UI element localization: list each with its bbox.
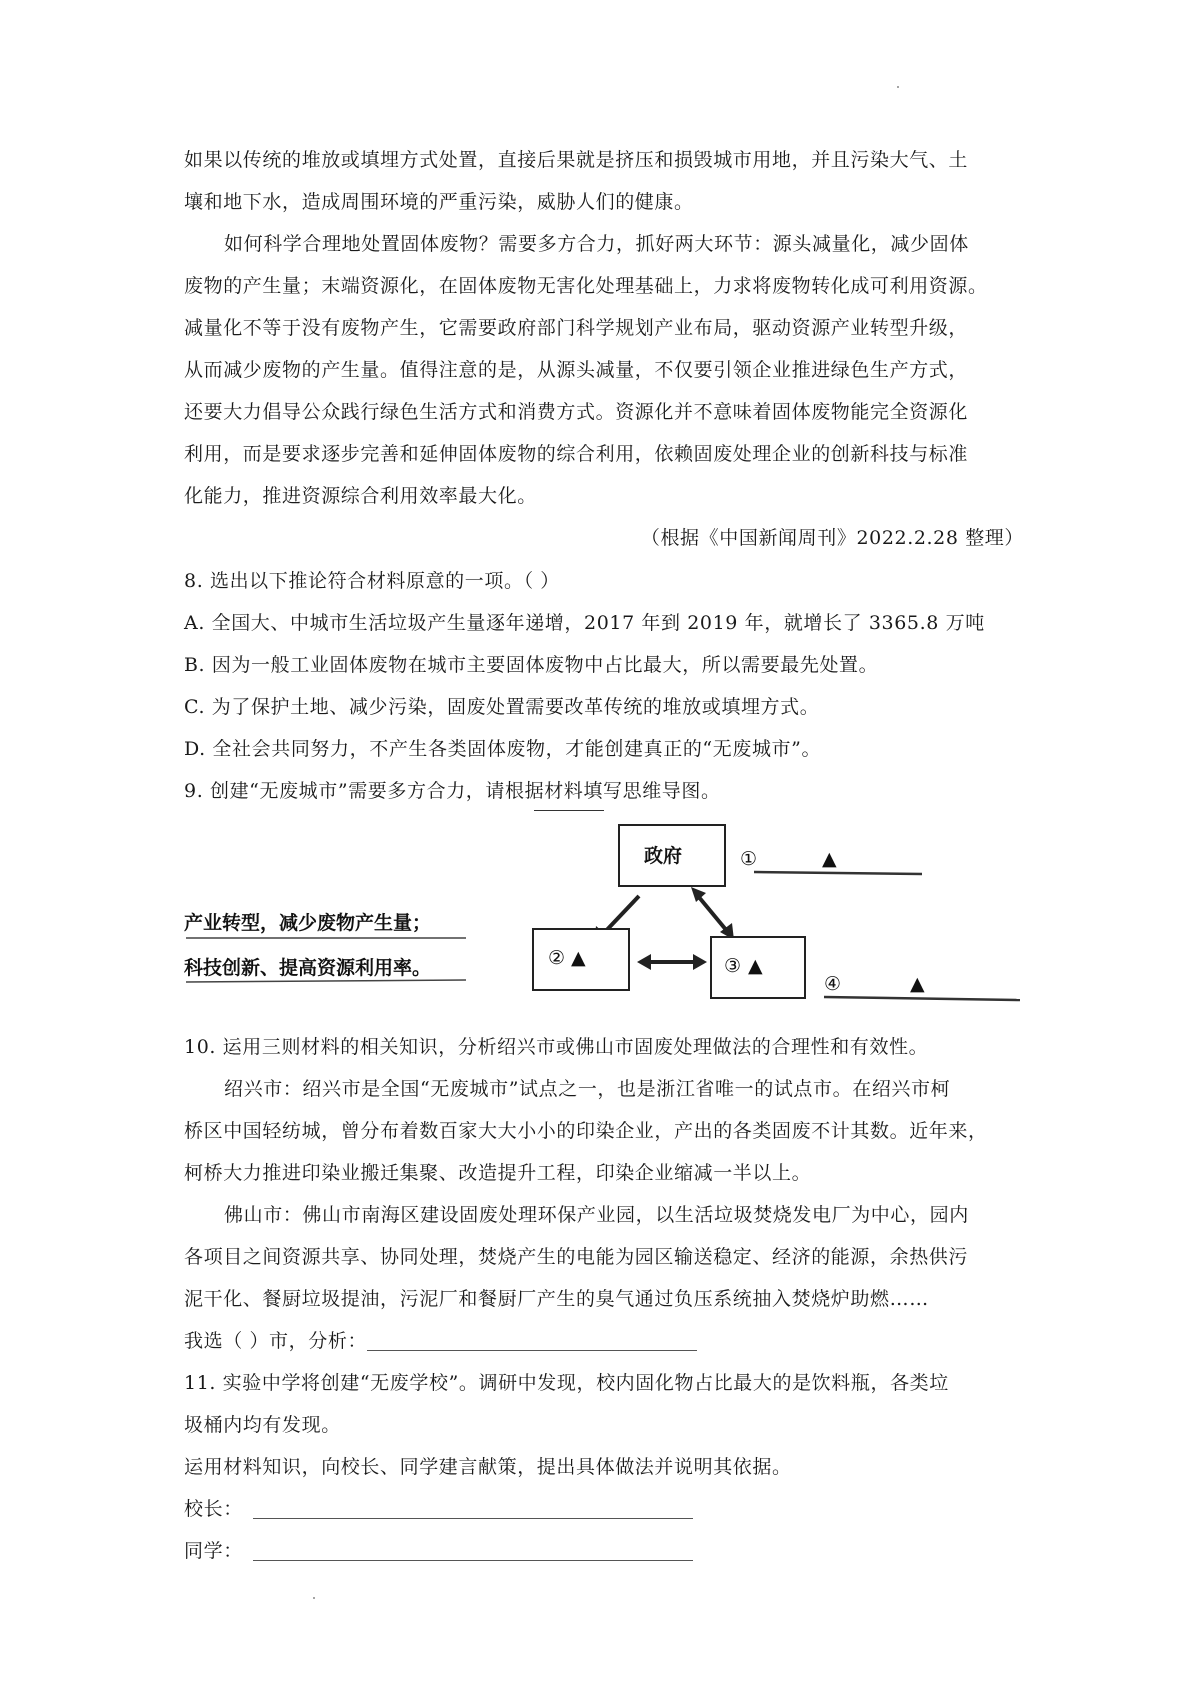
- slogan-line-1: 产业转型，减少废物产生量；: [184, 912, 432, 934]
- principal-label: 校长：: [184, 1498, 243, 1520]
- government-box: [618, 824, 726, 887]
- slot-4-label: ④: [824, 973, 842, 995]
- students-answer-blank[interactable]: [253, 1538, 693, 1561]
- foshan-line-1: 佛山市：佛山市南海区建设固废处理环保产业园，以生活垃圾焚烧发电厂为中心，园内: [224, 1204, 969, 1226]
- paragraph-line: 还要大力倡导公众践行绿色生活方式和消费方式。资源化并不意味着固体废物能完全资源化: [184, 401, 969, 423]
- option-d: D. 全社会共同努力，不产生各类固体废物，才能创建真正的“无废城市”。: [184, 738, 822, 760]
- paragraph-line: 从而减少废物的产生量。值得注意的是，从源头减量，不仅要引领企业推进绿色生产方式，: [184, 359, 969, 381]
- triangle-icon: ▲: [822, 848, 837, 870]
- government-label: 政府: [644, 845, 683, 867]
- paragraph-line: 如何科学合理地处置固体废物？需要多方合力，抓好两大环节：源头减量化，减少固体: [224, 233, 969, 255]
- triangle-icon: ▲: [748, 955, 763, 977]
- slot-2-label: ②: [548, 947, 566, 969]
- paragraph-line: 废物的产生量；末端资源化，在固体废物无害化处理基础上，力求将废物转化成可利用资源。: [184, 275, 988, 297]
- foshan-line-3: 泥干化、餐厨垃圾提油，污泥厂和餐厨厂产生的臭气通过负压系统抽入焚烧炉助燃……: [184, 1288, 929, 1310]
- question-11-stem-line-2: 圾桶内均有发现。: [184, 1414, 341, 1436]
- shaoxing-line-1: 绍兴市：绍兴市是全国“无废城市”试点之一，也是浙江省唯一的试点市。在绍兴市柯: [224, 1078, 951, 1100]
- students-label: 同学：: [184, 1540, 243, 1562]
- triangle-icon: ▲: [910, 973, 925, 995]
- shaoxing-line-2: 桥区中国轻纺城，曾分布着数百家大大小小的印染企业，产出的各类固废不计其数。近年来，: [184, 1120, 988, 1142]
- source-citation: （根据《中国新闻周刊》2022.2.28 整理）: [640, 527, 1024, 549]
- slogan-line-2: 科技创新、提高资源利用率。: [184, 957, 432, 979]
- question-8-stem: 8. 选出以下推论符合材料原意的一项。（ ）: [184, 570, 560, 592]
- option-b: B. 因为一般工业固体废物在城市主要固体废物中占比最大，所以需要最先处置。: [184, 654, 879, 676]
- q10-answer-row: [184, 1321, 1024, 1362]
- question-11-stem-line-1: 11. 实验中学将创建“无废学校”。调研中发现，校内固化物占比最大的是饮料瓶，各类垃: [184, 1372, 949, 1394]
- slot-3-label: ③: [724, 955, 742, 977]
- students-answer-row: [184, 1531, 1024, 1572]
- blank-box-2: [532, 928, 630, 991]
- mind-map-diagram: [184, 810, 1024, 1010]
- question-10-stem: 10. 运用三则材料的相关知识，分析绍兴市或佛山市固废处理做法的合理性和有效性。: [184, 1036, 929, 1058]
- paragraph-line: 减量化不等于没有废物产生，它需要政府部门科学规划产业布局，驱动资源产业转型升级，: [184, 317, 969, 339]
- question-11-instruction: 运用材料知识，向校长、同学建言献策，提出具体做法并说明其依据。: [184, 1456, 792, 1478]
- q10-answer-prefix: 我选（ ）市，分析：: [184, 1330, 368, 1352]
- shaoxing-line-3: 柯桥大力推进印染业搬迁集聚、改造提升工程，印染企业缩减一半以上。: [184, 1162, 812, 1184]
- slot-1-label: ①: [740, 848, 758, 870]
- paragraph-line: 化能力，推进资源综合利用效率最大化。: [184, 485, 537, 507]
- blank-box-3: [710, 936, 806, 999]
- paragraph-line: 壤和地下水，造成周围环境的严重污染，威胁人们的健康。: [184, 191, 694, 213]
- triangle-icon: ▲: [571, 947, 586, 969]
- foshan-line-2: 各项目之间资源共享、协同处理，焚烧产生的电能为园区输送稳定、经济的能源，余热供污: [184, 1246, 969, 1268]
- q10-answer-blank[interactable]: [367, 1328, 697, 1351]
- document-page: [184, 0, 1024, 1698]
- option-c: C. 为了保护土地、减少污染，固废处置需要改革传统的堆放或填埋方式。: [184, 696, 820, 718]
- paragraph-line: 如果以传统的堆放或填埋方式处置，直接后果就是挤压和损毁城市用地，并且污染大气、土: [184, 149, 969, 171]
- question-9-stem: 9. 创建“无废城市”需要多方合力，请根据材料填写思维导图。: [184, 780, 721, 802]
- principal-answer-blank[interactable]: [253, 1496, 693, 1519]
- principal-answer-row: [184, 1489, 1024, 1530]
- paragraph-line: 利用，而是要求逐步完善和延伸固体废物的综合利用，依赖固废处理企业的创新科技与标准: [184, 443, 969, 465]
- option-a: A. 全国大、中城市生活垃圾产生量逐年递增，2017 年到 2019 年，就增长了 3365.8 万吨: [184, 612, 985, 634]
